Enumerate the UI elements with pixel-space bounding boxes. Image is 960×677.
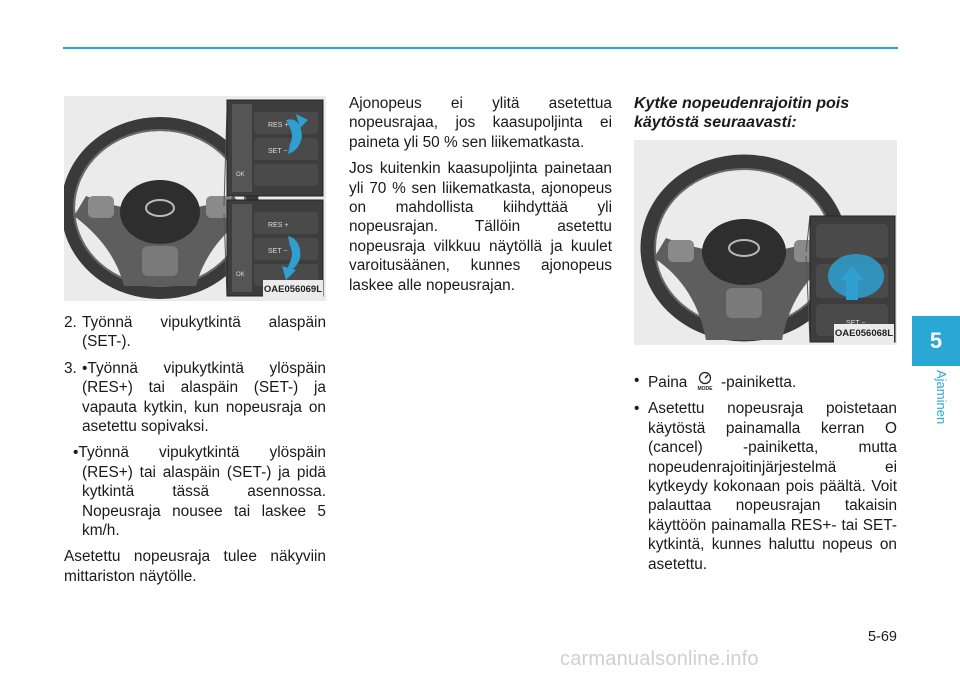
bullet-text-post: -painiketta. <box>720 374 797 391</box>
set-label: SET − <box>268 148 288 155</box>
mode-icon-label: MODE <box>697 386 713 391</box>
step-number: 2. <box>64 314 77 331</box>
bullet-item <box>634 371 897 392</box>
bullet-text-pre: Paina <box>648 374 688 391</box>
res-label: RES + <box>268 122 289 129</box>
step-text: Työnnä vipukytkintä alaspäin (SET-). <box>82 314 326 351</box>
page-number: 5-69 <box>867 629 897 645</box>
figure-code: OAE056069L <box>263 280 323 299</box>
ok-label: OK <box>236 172 245 178</box>
column-1 <box>64 96 326 593</box>
paragraph: Asetettu nopeusraja tulee näkyviin mittariston näytölle. <box>64 548 326 585</box>
speed-limit-mode-icon <box>696 371 714 391</box>
header-rule <box>63 47 898 49</box>
step-2 <box>64 313 326 352</box>
chapter-tab: 5 <box>912 316 960 366</box>
set-label-lower: SET − <box>268 248 288 255</box>
figure-code: OAE056068L <box>834 324 894 343</box>
column-2 <box>349 94 612 302</box>
step-3 <box>64 359 326 437</box>
bullet-text: Asetettu nopeusraja poistetaan käytöstä painamalla kerran O (cancel) -painiketta, mutta nopeudenrajoitinjärjestelmä ei kytkeydy kokonaan pois päältä. Voit palauttaa nopeusrajan takaisin käyttöön painamalla RES+- tai SET-kytkintä, kunnes haluttu nopeus on asetettu. <box>648 400 897 573</box>
res-label-lower: RES + <box>268 222 289 229</box>
bullet-mark: • <box>634 372 640 389</box>
ok-label-lower: OK <box>236 272 245 278</box>
step-number: 3. <box>64 359 77 377</box>
bullet-mark: • <box>634 400 640 418</box>
watermark: carmanualsonline.info <box>560 648 759 670</box>
chapter-label: Ajaminen <box>934 370 949 425</box>
step-text: •Työnnä vipukytkintä ylöspäin (RES+) tai alaspäin (SET-) ja vapauta kytkin, kun nopeusraja on asetettu sopivaksi. <box>82 359 326 436</box>
steering-wheel-figure-2 <box>634 140 897 345</box>
column-3 <box>634 94 897 581</box>
paragraph: Jos kuitenkin kaasupoljinta painetaan yli 70 % sen liikematkasta, ajonopeus on mahdollista kiihdyttää yli nopeusrajan. Tällöin asetettu nopeusraja vilkkuu näytöllä ja kuulet varoitusäänen, kunnes ajonopeus laskee alle nopeusrajan. <box>349 160 612 294</box>
bullet-text <box>648 371 897 392</box>
paragraph: Ajonopeus ei ylitä asetettua nopeusrajaa, jos kaasupoljinta ei paineta yli 50 % sen liikematkasta. <box>349 95 612 151</box>
steering-wheel-illustration <box>634 140 897 345</box>
step-3-sub-item: •Työnnä vipukytkintä ylöspäin (RES+) tai alaspäin (SET-) ja pidä kytkintä tässä asennossa. Nopeusraja nousee tai laskee 5 km/h. <box>73 444 326 540</box>
section-heading: Kytke nopeudenrajoitin pois käytöstä seuraavasti: <box>634 95 850 131</box>
bullet-item <box>634 399 897 574</box>
steering-wheel-figure-1 <box>64 96 326 301</box>
steering-wheel-illustration <box>64 96 326 301</box>
